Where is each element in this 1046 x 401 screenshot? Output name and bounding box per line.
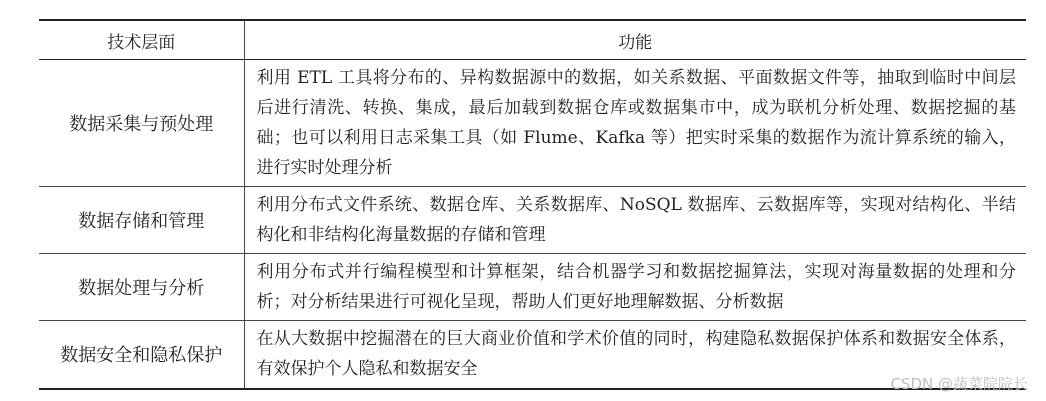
function-cell: 在从大数据中挖掘潜在的巨大商业价值和学术价值的同时，构建隐私数据保护体系和数据安全体系，有效保护个人隐私和数据安全 xyxy=(244,321,1026,389)
table-row xyxy=(39,187,1026,254)
layer-cell: 数据安全和隐私保护 xyxy=(39,321,244,389)
layer-cell: 数据处理与分析 xyxy=(39,254,244,321)
header-function: 功能 xyxy=(244,20,1026,60)
table-row xyxy=(39,60,1026,187)
function-cell: 利用分布式文件系统、数据仓库、关系数据库、NoSQL 数据库、云数据库等，实现对结构化、半结构化和非结构化海量数据的存储和管理 xyxy=(244,187,1026,254)
header-technology-layer: 技术层面 xyxy=(39,20,244,60)
table-row xyxy=(39,254,1026,321)
table-row xyxy=(39,321,1026,389)
layer-cell: 数据存储和管理 xyxy=(39,187,244,254)
function-cell: 利用分布式并行编程模型和计算框架，结合机器学习和数据挖掘算法，实现对海量数据的处理和分析；对分析结果进行可视化呈现，帮助人们更好地理解数据、分析数据 xyxy=(244,254,1026,321)
table-header-row xyxy=(39,20,1026,60)
layer-cell: 数据采集与预处理 xyxy=(39,60,244,187)
watermark: CSDN @蔬菜院院长 xyxy=(890,375,1028,393)
technology-function-table xyxy=(39,19,1026,390)
function-cell: 利用 ETL 工具将分布的、异构数据源中的数据，如关系数据、平面数据文件等，抽取到临时中间层后进行清洗、转换、集成，最后加载到数据仓库或数据集市中，成为联机分析处理、数据挖掘的基础；也可以利用日志采集工具（如 Flume、Kafka 等）把实时采集的数据作为流计算系统的输入，进行实时处理分析 xyxy=(244,60,1026,187)
